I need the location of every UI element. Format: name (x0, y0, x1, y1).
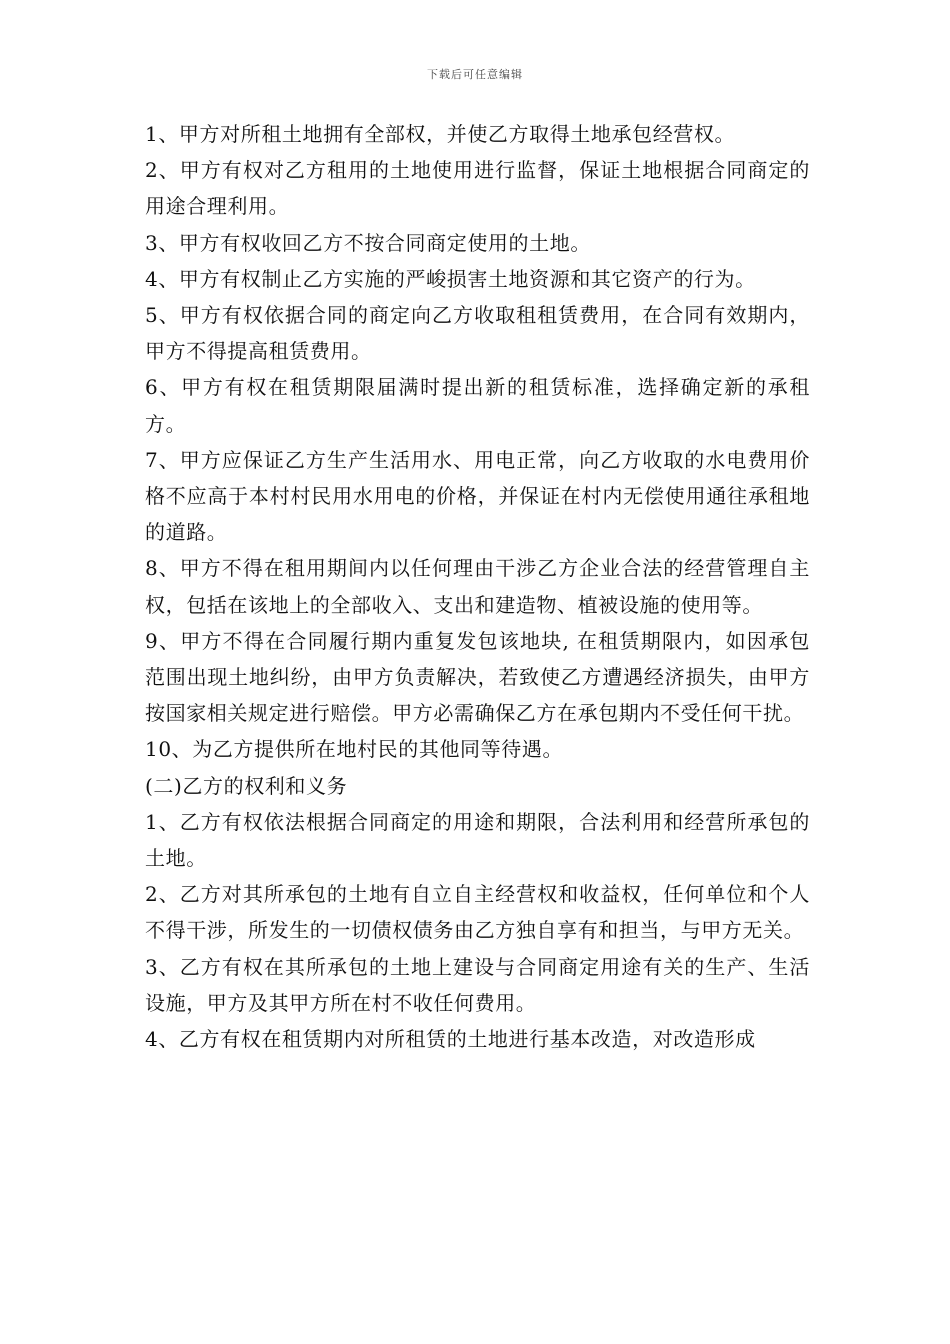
paragraph: 8、甲方不得在租用期间内以任何理由干涉乙方企业合法的经营管理自主权，包括在该地上的全部收入、支出和建造物、植被设施的使用等。 (145, 556, 810, 617)
header-note: 下载后可任意编辑 (427, 68, 523, 81)
paragraph: 5、甲方有权依据合同的商定向乙方收取租租赁费用，在合同有效期内，甲方不得提高租赁费用。 (145, 303, 810, 364)
paragraph: 1、乙方有权依法根据合同商定的用途和期限，合法利用和经营所承包的土地。 (145, 809, 810, 871)
paragraph: 3、乙方有权在其所承包的土地上建设与合同商定用途有关的生产、生活设施，甲方及其甲方所在村不收任何费用。 (145, 954, 810, 1015)
paragraph: 1、甲方对所租土地拥有全部权，并使乙方取得土地承包经营权。 (145, 122, 736, 146)
paragraph: 2、乙方对其所承包的土地有自立自主经营权和收益权，任何单位和个人不得干涉，所发生的一切债权债务由乙方独自享有和担当，与甲方无关。 (145, 882, 810, 943)
paragraph: 2、甲方有权对乙方租用的土地使用进行监督，保证土地根据合同商定的用途合理利用。 (145, 158, 810, 219)
paragraph: 7、甲方应保证乙方生产生活用水、用电正常，向乙方收取的水电费用价格不应高于本村村民用水用电的价格，并保证在村内无偿使用通往承租地的道路。 (145, 447, 810, 545)
section-heading: (二)乙方的权利和义务 (145, 773, 348, 798)
paragraph: 9、甲方不得在合同履行期内重复发包该地块, 在租赁期限内，如因承包范围出现土地纠纷，由甲方负责解决，若致使乙方遭遇经济损失，由甲方按国家相关规定进行赔偿。甲方必需确保乙方在承包期内不受任何干扰。 (145, 628, 810, 726)
document-body (145, 116, 810, 1057)
paragraph: 6、甲方有权在租赁期限届满时提出新的租赁标准，选择确定新的承租方。 (145, 375, 810, 436)
paragraph: 4、甲方有权制止乙方实施的严峻损害土地资源和其它资产的行为。 (145, 266, 756, 291)
paragraph: 4、乙方有权在租赁期内对所租赁的土地进行基本改造，对改造形成 (145, 1027, 756, 1052)
paragraph: 10、为乙方提供所在地村民的其他同等待遇。 (145, 737, 564, 762)
paragraph: 3、甲方有权收回乙方不按合同商定使用的土地。 (145, 230, 591, 255)
